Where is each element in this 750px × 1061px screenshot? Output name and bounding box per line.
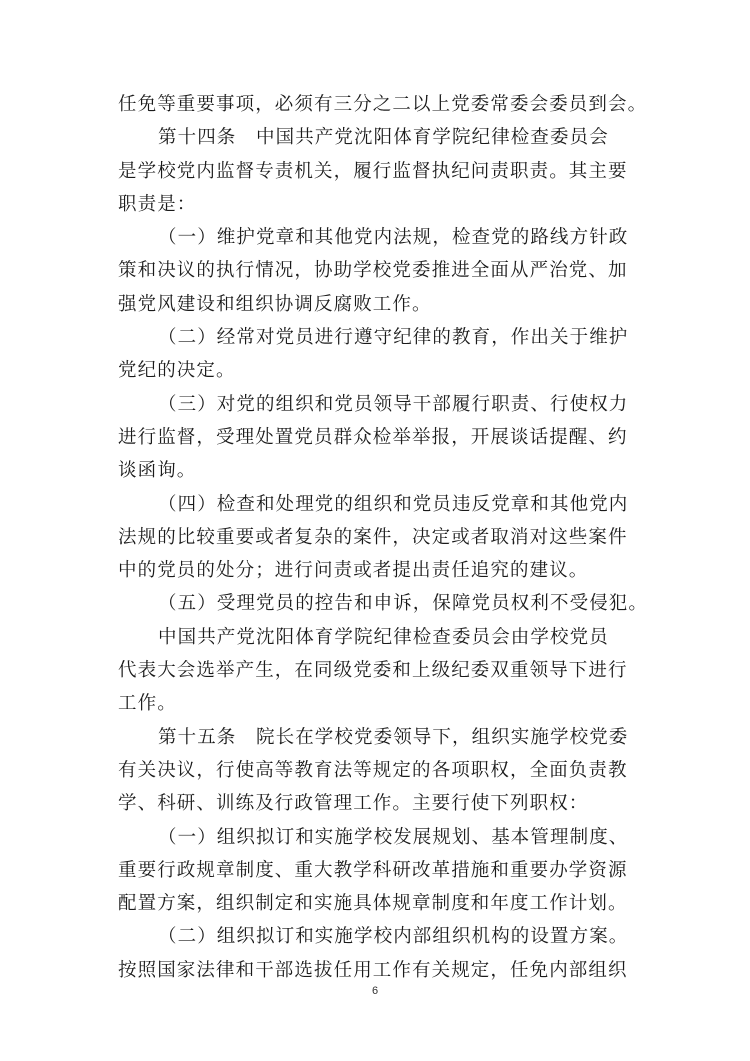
- text-line: 策和决议的执行情况，协助学校党委推进全面从严治党、加: [118, 260, 628, 282]
- text-line: 强党风建设和组织协调反腐败工作。: [118, 293, 432, 315]
- text-line: 有关决议，行使高等教育法等规定的各项职权，全面负责教: [118, 759, 628, 781]
- text-line: 中国共产党沈阳体育学院纪律检查委员会由学校党员: [158, 626, 609, 648]
- text-line: （四）检查和处理党的组织和党员违反党章和其他党内: [158, 493, 629, 515]
- text-line: 学、科研、训练及行政管理工作。主要行使下列职权：: [118, 793, 589, 815]
- text-line: 代表大会选举产生，在同级党委和上级纪委双重领导下进行: [118, 660, 628, 682]
- text-line: 职责是：: [118, 193, 197, 215]
- text-line: （三）对党的组织和党员领导干部履行职责、行使权力: [158, 393, 629, 415]
- document-body: [118, 88, 649, 987]
- text-line: （五）受理党员的控告和申诉，保障党员权利不受侵犯。: [158, 593, 649, 615]
- text-line: 中的党员的处分；进行问责或者提出责任追究的建议。: [118, 560, 589, 582]
- text-line: 第十五条 院长在学校党委领导下，组织实施学校党委: [158, 726, 629, 748]
- text-line: 任免等重要事项，必须有三分之二以上党委常委会委员到会。: [118, 94, 648, 115]
- text-line: （二）组织拟订和实施学校内部组织机构的设置方案。: [158, 926, 629, 948]
- text-line: （一）组织拟订和实施学校发展规划、基本管理制度、: [158, 826, 629, 848]
- text-line: 法规的比较重要或者复杂的案件，决定或者取消对这些案件: [118, 526, 628, 548]
- text-line: 谈函询。: [118, 460, 197, 482]
- text-line: 重要行政规章制度、重大教学科研改革措施和重要办学资源: [118, 859, 628, 881]
- text-line: 是学校党内监督专责机关，履行监督执纪问责职责。其主要: [118, 160, 628, 182]
- text-line: 配置方案，组织制定和实施具体规章制度和年度工作计划。: [118, 893, 628, 915]
- text-line: （二）经常对党员进行遵守纪律的教育，作出关于维护: [158, 327, 629, 349]
- text-line: 按照国家法律和干部选拔任用工作有关规定，任免内部组织: [118, 959, 628, 981]
- text-line: 党纪的决定。: [118, 360, 236, 382]
- page-number: 6: [371, 985, 379, 997]
- text-line: （一）维护党章和其他党内法规，检查党的路线方针政: [158, 227, 629, 249]
- text-line: 第十四条 中国共产党沈阳体育学院纪律检查委员会: [158, 127, 609, 149]
- text-line: 进行监督，受理处置党员群众检举举报，开展谈话提醒、约: [118, 426, 628, 448]
- text-line: 工作。: [118, 693, 177, 715]
